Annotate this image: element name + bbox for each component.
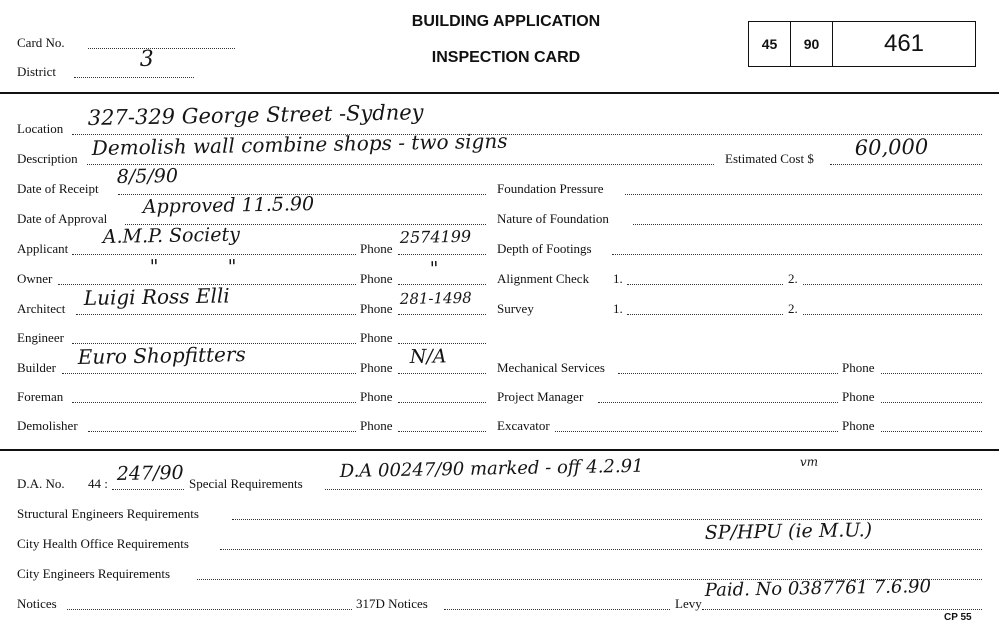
section-divider	[0, 449, 999, 451]
card-no-field[interactable]	[88, 48, 235, 49]
demolisher-phone-label: Phone	[360, 418, 393, 433]
alignment-check-num-1: 1.	[613, 271, 623, 286]
survey-label: Survey	[497, 301, 534, 316]
demolisher-phone-field[interactable]	[398, 431, 486, 432]
title-line2: INSPECTION CARD	[431, 49, 581, 66]
notices-317-label: 317D Notices	[356, 596, 428, 611]
builder-phone-label: Phone	[360, 360, 393, 375]
health-label: City Health Office Requirements	[17, 536, 189, 551]
excavator-phone-label: Phone	[842, 418, 875, 433]
receipt-label: Date of Receipt	[17, 181, 99, 196]
foreman-phone-field[interactable]	[398, 402, 486, 403]
estimated-cost-value: 60,000	[854, 134, 929, 160]
mechanical-field[interactable]	[618, 373, 838, 374]
da-prefix: 44 :	[88, 476, 108, 491]
foreman-phone-label: Phone	[360, 389, 393, 404]
foundation-pressure-field[interactable]	[625, 194, 982, 195]
survey-field-2[interactable]	[803, 314, 982, 315]
location-value: 327-329 George Street -Sydney	[87, 100, 424, 130]
depth-of-footings-field[interactable]	[612, 254, 982, 255]
excavator-label: Excavator	[497, 418, 550, 433]
box-code-2: 90	[803, 36, 820, 52]
card-no-label: Card No.	[17, 35, 65, 50]
project-manager-field[interactable]	[598, 402, 838, 403]
applicant-phone-label: Phone	[360, 241, 393, 256]
nature-of-foundation-label: Nature of Foundation	[497, 211, 609, 226]
alignment-check-field-2[interactable]	[803, 284, 982, 285]
foreman-field[interactable]	[72, 402, 356, 403]
excavator-phone-field[interactable]	[881, 431, 982, 432]
title-line1: BUILDING APPLICATION	[411, 13, 601, 30]
approval-value: Approved 11.5.90	[142, 193, 315, 218]
estimated-cost-label: Estimated Cost $	[725, 151, 814, 166]
da-label: D.A. No.	[17, 476, 65, 491]
survey-num-2: 2.	[788, 301, 798, 316]
description-label: Description	[17, 151, 78, 166]
notices-label: Notices	[17, 596, 57, 611]
card-number-box	[748, 21, 976, 67]
approval-label: Date of Approval	[17, 211, 108, 226]
special-value: D.A 00247/90 marked - off 4.2.91	[339, 455, 644, 482]
description-value: Demolish wall combine shops - two signs	[91, 128, 508, 160]
estimated-cost-field[interactable]	[830, 164, 982, 165]
mechanical-label: Mechanical Services	[497, 360, 605, 375]
applicant-phone-value: 2574199	[399, 226, 472, 247]
owner-phone-value: "	[429, 257, 439, 280]
owner-phone-label: Phone	[360, 271, 393, 286]
applicant-phone-field[interactable]	[398, 254, 486, 255]
architect-label: Architect	[17, 301, 66, 316]
owner-value-ditto: "	[227, 255, 237, 278]
project-manager-label: Project Manager	[497, 389, 584, 404]
applicant-value: A.M.P. Society	[102, 223, 241, 248]
architect-phone-label: Phone	[360, 301, 393, 316]
project-manager-phone-field[interactable]	[881, 402, 982, 403]
applicant-field[interactable]	[72, 254, 356, 255]
builder-label: Builder	[17, 360, 56, 375]
district-label: District	[17, 64, 56, 79]
box-number: 461	[883, 30, 925, 57]
survey-field-1[interactable]	[627, 314, 783, 315]
da-value: 247/90	[116, 461, 184, 485]
demolisher-label: Demolisher	[17, 418, 78, 433]
health-field[interactable]	[220, 549, 982, 550]
levy-field[interactable]	[702, 609, 982, 610]
special-label: Special Requirements	[189, 476, 303, 491]
alignment-check-num-2: 2.	[788, 271, 798, 286]
district-value: 3	[139, 46, 154, 72]
cp-label: CP 55	[944, 612, 972, 623]
location-label: Location	[17, 121, 64, 136]
architect-value: Luigi Ross Elli	[83, 283, 230, 310]
district-field[interactable]	[74, 77, 194, 78]
owner-phone-field[interactable]	[398, 284, 486, 285]
engineer-phone-label: Phone	[360, 330, 393, 345]
alignment-check-label: Alignment Check	[497, 271, 590, 286]
builder-field[interactable]	[62, 373, 356, 374]
health-value: SP/HPU (ie M.U.)	[704, 519, 873, 544]
description-field[interactable]	[87, 164, 714, 165]
owner-label: Owner	[17, 271, 53, 286]
architect-field[interactable]	[76, 314, 356, 315]
mechanical-phone-label: Phone	[842, 360, 875, 375]
structural-label: Structural Engineers Requirements	[17, 506, 199, 521]
excavator-field[interactable]	[555, 431, 838, 432]
survey-num-1: 1.	[613, 301, 623, 316]
engineer-label: Engineer	[17, 330, 64, 345]
engineer-phone-field[interactable]	[398, 343, 486, 344]
foreman-label: Foreman	[17, 389, 64, 404]
nature-of-foundation-field[interactable]	[633, 224, 982, 225]
builder-phone-field[interactable]	[398, 373, 486, 374]
depth-of-footings-label: Depth of Footings	[497, 241, 592, 256]
notices-317-field[interactable]	[444, 609, 670, 610]
demolisher-field[interactable]	[88, 431, 356, 432]
box-code-1: 45	[761, 36, 778, 52]
notices-field[interactable]	[67, 609, 352, 610]
levy-value: Paid. No 0387761 7.6.90	[704, 576, 932, 601]
header-divider	[0, 92, 999, 94]
da-field[interactable]	[112, 489, 184, 490]
applicant-label: Applicant	[17, 241, 69, 256]
receipt-value: 8/5/90	[116, 164, 179, 188]
special-initials: vm	[799, 454, 819, 469]
architect-phone-value: 281-1498	[399, 288, 472, 308]
mechanical-phone-field[interactable]	[881, 373, 982, 374]
levy-label: Levy	[675, 596, 702, 611]
architect-phone-field[interactable]	[398, 314, 486, 315]
alignment-check-field-1[interactable]	[627, 284, 783, 285]
owner-value: "	[149, 255, 159, 278]
builder-phone-value: N/A	[409, 345, 447, 368]
city-eng-label: City Engineers Requirements	[17, 566, 171, 581]
builder-value: Euro Shopfitters	[77, 342, 246, 369]
foundation-pressure-label: Foundation Pressure	[497, 181, 604, 196]
special-field[interactable]	[325, 489, 982, 490]
project-manager-phone-label: Phone	[842, 389, 875, 404]
